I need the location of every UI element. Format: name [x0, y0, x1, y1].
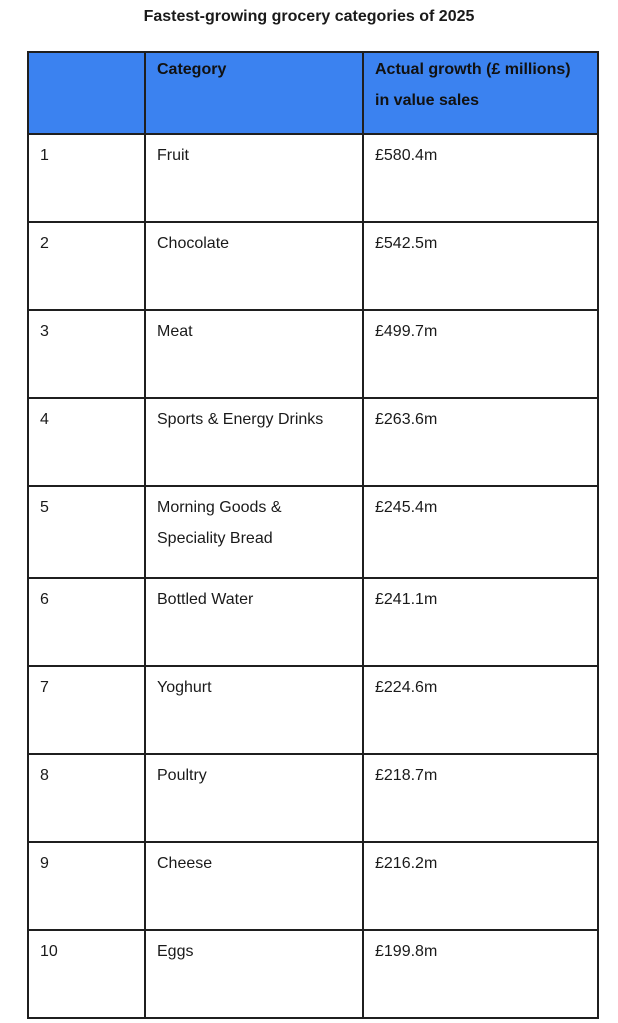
- category-cell: Yoghurt: [145, 666, 363, 754]
- table-row: [28, 578, 598, 666]
- category-cell: Eggs: [145, 930, 363, 1018]
- header-rank: [28, 52, 145, 134]
- table-row: [28, 486, 598, 578]
- header-category: Category: [145, 52, 363, 134]
- category-cell: Bottled Water: [145, 578, 363, 666]
- rank-cell: 6: [28, 578, 145, 666]
- category-cell: Sports & Energy Drinks: [145, 398, 363, 486]
- table-row: [28, 666, 598, 754]
- growth-cell: £499.7m: [363, 310, 598, 398]
- rank-cell: 9: [28, 842, 145, 930]
- table-row: [28, 930, 598, 1018]
- header-growth: Actual growth (£ millions) in value sales: [363, 52, 598, 134]
- table-row: [28, 398, 598, 486]
- growth-cell: £245.4m: [363, 486, 598, 578]
- table-row: [28, 310, 598, 398]
- growth-cell: £580.4m: [363, 134, 598, 222]
- table-row: [28, 222, 598, 310]
- grocery-growth-table: [27, 51, 599, 1019]
- rank-cell: 5: [28, 486, 145, 578]
- growth-cell: £216.2m: [363, 842, 598, 930]
- growth-cell: £542.5m: [363, 222, 598, 310]
- growth-cell: £224.6m: [363, 666, 598, 754]
- rank-cell: 4: [28, 398, 145, 486]
- table-row: [28, 134, 598, 222]
- category-cell: Fruit: [145, 134, 363, 222]
- table-row: [28, 842, 598, 930]
- rank-cell: 7: [28, 666, 145, 754]
- table-row: [28, 754, 598, 842]
- growth-cell: £218.7m: [363, 754, 598, 842]
- category-cell: Chocolate: [145, 222, 363, 310]
- category-cell: Cheese: [145, 842, 363, 930]
- rank-cell: 3: [28, 310, 145, 398]
- rank-cell: 8: [28, 754, 145, 842]
- growth-cell: £263.6m: [363, 398, 598, 486]
- category-cell: Meat: [145, 310, 363, 398]
- growth-cell: £199.8m: [363, 930, 598, 1018]
- rank-cell: 10: [28, 930, 145, 1018]
- rank-cell: 1: [28, 134, 145, 222]
- rank-cell: 2: [28, 222, 145, 310]
- page-title: Fastest-growing grocery categories of 2025: [143, 8, 475, 25]
- category-cell: Morning Goods & Speciality Bread: [145, 486, 363, 578]
- table-header-row: [28, 52, 598, 134]
- growth-cell: £241.1m: [363, 578, 598, 666]
- category-cell: Poultry: [145, 754, 363, 842]
